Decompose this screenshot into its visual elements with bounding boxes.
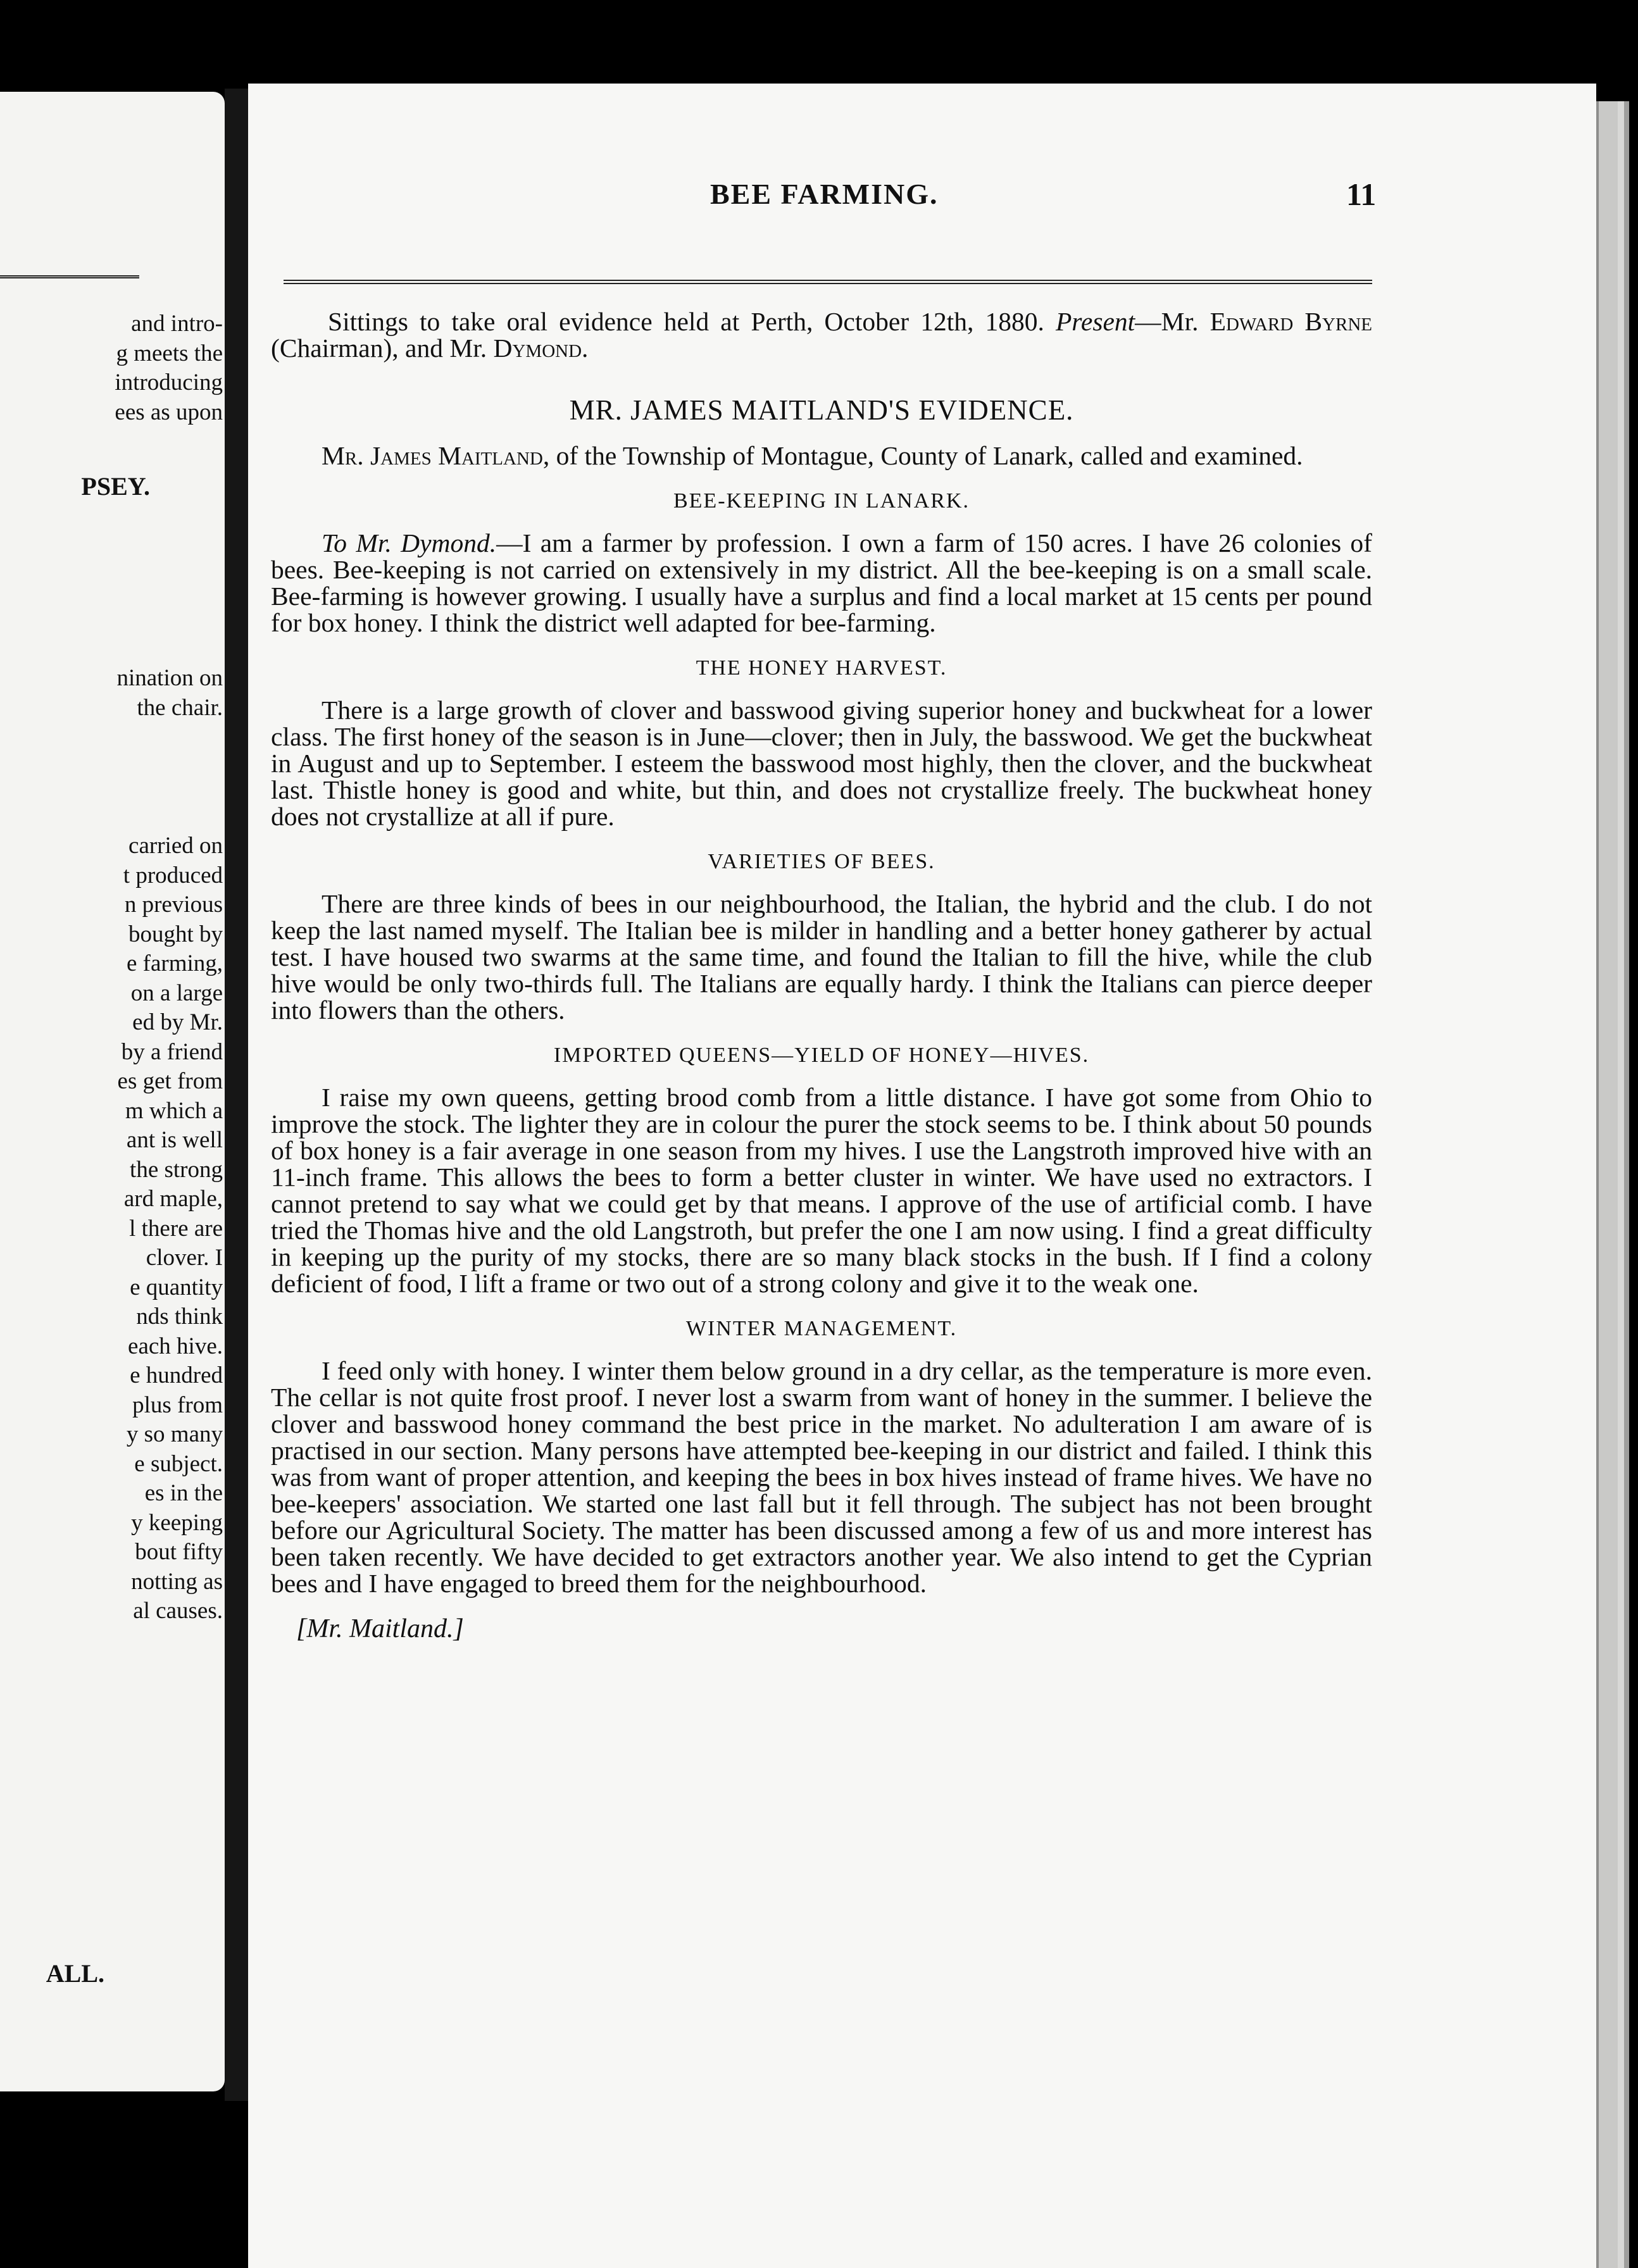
running-head: BEE FARMING.: [710, 178, 939, 210]
left-page-line: es get from: [117, 1068, 223, 1094]
section-body-text: —I am a farmer by profession. I own a farm of 150 acres. I have 26 colonies of bees. Bee-keeping is not carried on extensively in my district. All the bee-keeping is on a small scale. Bee-farming is however growing. I usually have a surplus and find a local market at 15 cents per pound for box honey. I think the district well adapted for bee-farming.: [271, 528, 1372, 637]
left-page-line: and intro-: [131, 311, 223, 337]
section-paragraph: [271, 697, 1372, 830]
left-page-line: bought by: [128, 921, 223, 947]
left-page-line: notting as: [131, 1568, 223, 1595]
left-page-line: the strong: [130, 1156, 223, 1183]
section-heading: IMPORTED QUEENS—YIELD OF HONEY—HIVES.: [553, 1044, 1090, 1067]
page-edges: [1596, 101, 1629, 2268]
section-paragraph: [271, 1084, 1372, 1297]
left-page-line: ant is well: [126, 1127, 223, 1153]
left-page-line: t produced: [123, 862, 223, 888]
section-heading: BEE-KEEPING IN LANARK.: [673, 489, 970, 513]
left-page-line: l there are: [129, 1215, 223, 1242]
left-page-line: e quantity: [130, 1274, 223, 1300]
evidence-sections: [271, 488, 1372, 1597]
section-body-text: I raise my own queens, getting brood comb from a little distance. I have got some from Ohio to improve the stock. The lighter they are in colour the purer the stock seems to be. I think about 50 pounds of box honey is a fair average in one season from my hives. I use the Langstroth improved hive with an 11-inch frame. This allows the bees to form a better cluster in winter. We have used no extractors. I cannot pretend to say what we could get by that means. I approve of the use of artificial comb. I have tried the Thomas hive and the old Langstroth, but prefer the one I am now using. I find a great difficulty in keeping up the purity of my stocks, there are so many black stocks in the bush. If I find a colony deficient of food, I lift a frame or two out of a strong colony and give it to the weak one.: [271, 1083, 1372, 1298]
addressee-label: To Mr. Dymond.: [322, 528, 497, 558]
member-name: Dymond: [493, 333, 582, 363]
left-page-line: m which a: [125, 1097, 223, 1124]
section-heading: WINTER MANAGEMENT.: [685, 1317, 958, 1340]
present-label: Present: [1055, 307, 1135, 336]
witness-text: , of the Township of Montague, County of Lanark, called and examined.: [542, 441, 1303, 470]
intro-text-2: (Chairman), and Mr.: [271, 333, 494, 363]
left-page-header-rule: [0, 275, 139, 278]
left-page-line: e farming,: [126, 950, 223, 976]
left-page-line: y keeping: [131, 1509, 223, 1536]
section-paragraph: [271, 530, 1372, 636]
chairman-name: Edward Byrne: [1210, 307, 1372, 336]
section-body-text: There are three kinds of bees in our neighbourhood, the Italian, the hybrid and the club. I do not keep the last named myself. The Italian bee is milder in handling and a better honey gatherer by actual test. I have housed two swarms at the same time, and found the Italian to fill the hive, while the club hive would be only two-thirds full. The Italians are equally hardy. I think the Italians can pierce deeper into flowers than the others.: [271, 889, 1372, 1025]
left-page-line: e subject.: [134, 1450, 223, 1477]
page-number: 11: [1346, 177, 1377, 212]
book-gutter: [225, 89, 249, 2101]
evidence-title: MR. JAMES MAITLAND'S EVIDENCE.: [569, 394, 1074, 426]
left-page-line: clover. I: [146, 1245, 223, 1271]
left-page-line: each hive.: [128, 1333, 223, 1359]
left-page-line: al causes.: [133, 1598, 223, 1624]
left-page-line: g meets the: [116, 340, 223, 366]
intro-text: Sittings to take oral evidence held at Perth, October 12th, 1880.: [328, 307, 1044, 336]
header-rule: [284, 280, 1372, 284]
section-heading: VARIETIES OF BEES.: [708, 850, 935, 873]
left-page-heading-2: ALL.: [46, 1959, 104, 1988]
left-page-line: on a large: [130, 980, 223, 1006]
left-page-line: n previous: [124, 892, 223, 918]
intro-dash: —Mr.: [1135, 307, 1199, 336]
book-page: [248, 84, 1596, 2268]
left-page-line: nination on: [116, 665, 223, 691]
left-page-line: the chair.: [137, 694, 223, 721]
page-content: [271, 308, 1372, 1642]
witness-signature: [Mr. Maitland.]: [296, 1614, 464, 1643]
left-page-line: ees as upon: [115, 399, 223, 425]
left-page-line: plus from: [132, 1392, 223, 1418]
witness-paragraph: [271, 442, 1372, 469]
section-body-text: I feed only with honey. I winter them below ground in a dry cellar, as the temperature is more even. The cellar is not quite frost proof. I never lost a swarm from want of honey in the summer. I believe the clover and basswood honey command the best price in the market. No adulteration I am aware of is practised in our section. Many persons have attempted bee-keeping in our district and failed. I think this was from want of proper attention, and keeping the bees in box hives instead of frame hives. We have no bee-keepers' association. We started one last fall but it fell through. The subject has not been brought before our Agricultural Society. The matter has been discussed among a few of us and more interest has been taken recently. We have decided to get extractors another year. We also intend to get the Cyprian bees and I have engaged to breed them for the neighbourhood.: [271, 1356, 1372, 1598]
left-page-line: y so many: [126, 1421, 223, 1447]
left-page-line: bout fifty: [135, 1539, 223, 1565]
left-page-line: introducing: [115, 370, 223, 396]
section-heading: THE HONEY HARVEST.: [696, 656, 947, 680]
intro-end: .: [582, 333, 589, 363]
witness-name: Mr. James Maitland: [322, 441, 543, 470]
left-facing-page: [0, 92, 225, 2091]
left-page-heading: PSEY.: [81, 472, 150, 501]
intro-paragraph: [271, 308, 1372, 361]
section-paragraph: [271, 890, 1372, 1023]
section-paragraph: [271, 1357, 1372, 1597]
left-page-line: ard maple,: [123, 1186, 223, 1212]
left-page-line: carried on: [128, 833, 223, 859]
left-page-line: by a friend: [121, 1038, 223, 1065]
left-page-line: es in the: [144, 1480, 223, 1506]
left-page-line: e hundred: [130, 1362, 223, 1388]
left-page-line: nds think: [136, 1304, 223, 1330]
left-page-line: ed by Mr.: [132, 1009, 223, 1035]
section-body-text: There is a large growth of clover and basswood giving superior honey and buckwheat for a lower class. The first honey of the season is in June—clover; then in July, the basswood. We get the buckwheat in August and up to September. I esteem the basswood most highly, then the clover, and the buckwheat last. Thistle honey is good and white, but thin, and does not crystallize freely. The buckwheat honey does not crystallize at all if pure.: [271, 695, 1372, 831]
